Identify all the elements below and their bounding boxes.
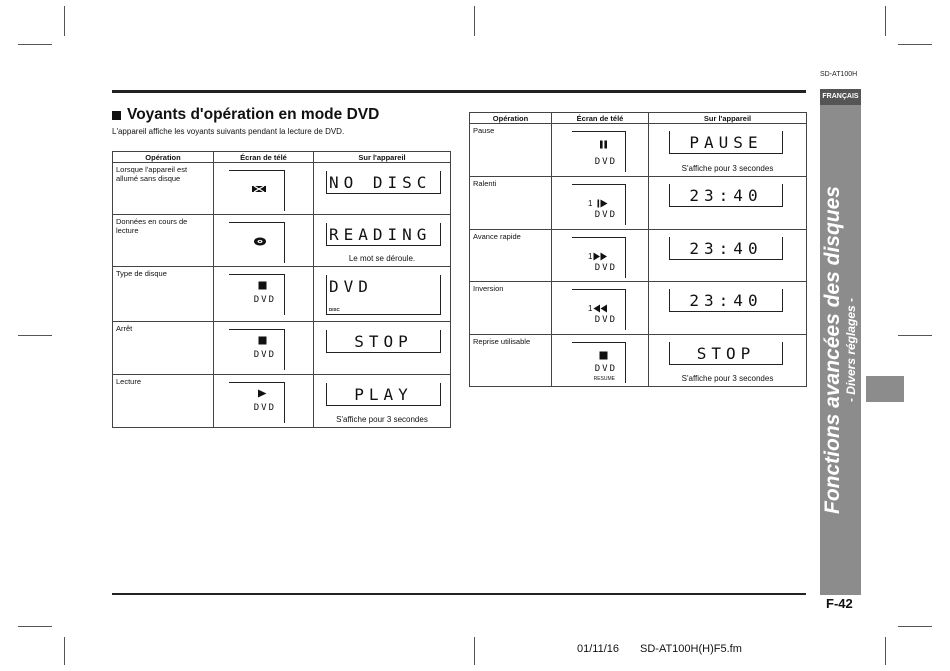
section-heading (112, 106, 379, 124)
stop-icon (258, 281, 267, 293)
tv-speed-number: 1 (588, 252, 593, 261)
table-row (113, 163, 451, 215)
table-row (113, 267, 451, 322)
tv-screen-cell (552, 230, 649, 282)
operation-cell: Lecture (113, 375, 214, 428)
display-text: STOP (696, 344, 756, 363)
tv-screen-cell (552, 282, 649, 335)
device-display (326, 330, 441, 353)
operation-cell: Reprise utilisable (470, 335, 552, 387)
device-display-cell (314, 267, 451, 322)
device-display-cell (649, 177, 807, 230)
tv-screen-label: DVD (594, 210, 617, 220)
table-row (113, 322, 451, 375)
device-display-cell (649, 230, 807, 282)
device-display (669, 131, 783, 154)
stop-icon (599, 351, 608, 363)
display-text: DVD (329, 277, 373, 296)
device-display (326, 171, 441, 194)
no-disc-icon (251, 185, 267, 196)
crop-mark (474, 6, 475, 36)
device-display (669, 184, 783, 207)
tv-screen (229, 329, 285, 370)
crop-mark (885, 6, 886, 36)
operation-cell: Ralenti (470, 177, 552, 230)
right-operations-table (469, 112, 807, 387)
device-display-cell (314, 163, 451, 215)
device-display-cell (314, 375, 451, 428)
operation-cell: Lorsque l'appareil est allumé sans disque (113, 163, 214, 215)
display-text: 23:40 (689, 291, 763, 310)
footer-filename: SD-AT100H(H)F5.fm (640, 643, 742, 655)
sidebar-subtitle: - Divers réglages - (844, 297, 858, 403)
tv-screen (572, 289, 626, 330)
crop-mark (898, 44, 932, 45)
display-subtext: DISC (329, 307, 340, 312)
footer-date: 01/11/16 (577, 643, 620, 655)
crop-mark (64, 6, 65, 36)
crop-mark (898, 626, 932, 627)
table-row (470, 335, 807, 387)
col-header-device: Sur l'appareil (649, 113, 807, 124)
tv-screen (229, 222, 285, 263)
table-row (113, 375, 451, 428)
device-display (669, 237, 783, 260)
table-row (470, 124, 807, 177)
tv-screen-label: DVD (253, 350, 276, 360)
col-header-screen: Écran de télé (214, 152, 314, 163)
tv-screen (229, 170, 285, 211)
device-display (669, 289, 783, 312)
left-operations-table (112, 151, 451, 428)
display-note: S'affiche pour 3 secondes (681, 374, 774, 383)
table-row (470, 177, 807, 230)
tv-screen-sublabel: RESUME (593, 376, 615, 382)
tv-screen (572, 342, 626, 383)
pause-icon (599, 140, 608, 152)
device-display-cell (314, 322, 451, 375)
model-number: SD-AT100H (820, 71, 858, 78)
section-intro: L'appareil affiche les voyants suivants pendant la lecture de DVD. (112, 127, 345, 136)
tv-screen-cell (214, 322, 314, 375)
device-display-cell (649, 335, 807, 387)
tv-screen (572, 184, 626, 225)
device-display (669, 342, 783, 365)
tv-screen-label: DVD (594, 263, 617, 273)
tv-screen (572, 237, 626, 278)
square-bullet-icon (112, 111, 121, 120)
operation-cell: Inversion (470, 282, 552, 335)
tv-screen-cell (214, 267, 314, 322)
tv-speed-number: 1 (588, 304, 593, 313)
table-header-row (113, 152, 451, 163)
sidebar-title: Fonctions avancées des disques (821, 186, 844, 514)
language-badge: FRANÇAIS (820, 89, 861, 105)
device-display (326, 275, 441, 315)
top-rule (112, 90, 806, 93)
sidebar-tab (866, 376, 904, 402)
crop-mark (64, 637, 65, 665)
display-text: PLAY (354, 385, 413, 404)
device-display-cell (649, 282, 807, 335)
device-display (326, 223, 441, 246)
col-header-operation: Opération (113, 152, 214, 163)
display-text: 23:40 (689, 239, 763, 258)
display-note: S'affiche pour 3 secondes (336, 415, 428, 424)
table-row (113, 215, 451, 267)
section-title: Voyants d'opération en mode DVD (127, 106, 380, 123)
page-number: F-42 (826, 596, 853, 611)
display-text: NO DISC (329, 173, 432, 192)
col-header-operation: Opération (470, 113, 552, 124)
sidebar-text (822, 186, 858, 514)
display-note: Le mot se déroule. (348, 254, 416, 263)
operation-cell: Type de disque (113, 267, 214, 322)
display-text: READING (329, 225, 432, 244)
device-display (326, 383, 441, 406)
operation-cell: Arrêt (113, 322, 214, 375)
tv-screen-label: DVD (594, 157, 617, 167)
disc-reading-icon (253, 237, 267, 249)
crop-mark (898, 335, 932, 336)
tv-screen-cell (552, 335, 649, 387)
col-header-device: Sur l'appareil (314, 152, 451, 163)
device-display-cell (649, 124, 807, 177)
display-text: PAUSE (689, 133, 763, 152)
tv-screen-cell (552, 124, 649, 177)
table-header-row (470, 113, 807, 124)
operation-cell: Avance rapide (470, 230, 552, 282)
crop-mark (18, 44, 52, 45)
display-text: STOP (354, 332, 413, 351)
device-display-cell (314, 215, 451, 267)
tv-screen (229, 274, 285, 315)
tv-screen (229, 382, 285, 423)
display-text: 23:40 (689, 186, 763, 205)
tv-screen-label: DVD (594, 364, 617, 374)
tv-speed-number: 1 (588, 199, 593, 208)
display-note: S'affiche pour 3 secondes (681, 164, 774, 173)
tv-screen (572, 131, 626, 172)
tv-screen-cell (552, 177, 649, 230)
tv-screen-cell (214, 215, 314, 267)
crop-mark (18, 626, 52, 627)
bottom-rule (112, 593, 806, 595)
tv-screen-cell (214, 163, 314, 215)
tv-screen-label: DVD (253, 295, 276, 305)
col-header-screen: Écran de télé (552, 113, 649, 124)
tv-screen-cell (214, 375, 314, 428)
crop-mark (474, 637, 475, 665)
crop-mark (18, 335, 52, 336)
stop-icon (258, 336, 267, 348)
table-row (470, 282, 807, 335)
tv-screen-label: DVD (594, 315, 617, 325)
crop-mark (885, 637, 886, 665)
tv-screen-label: DVD (253, 403, 276, 413)
operation-cell: Pause (470, 124, 552, 177)
operation-cell: Données en cours de lecture (113, 215, 214, 267)
play-icon (257, 389, 267, 401)
table-row (470, 230, 807, 282)
